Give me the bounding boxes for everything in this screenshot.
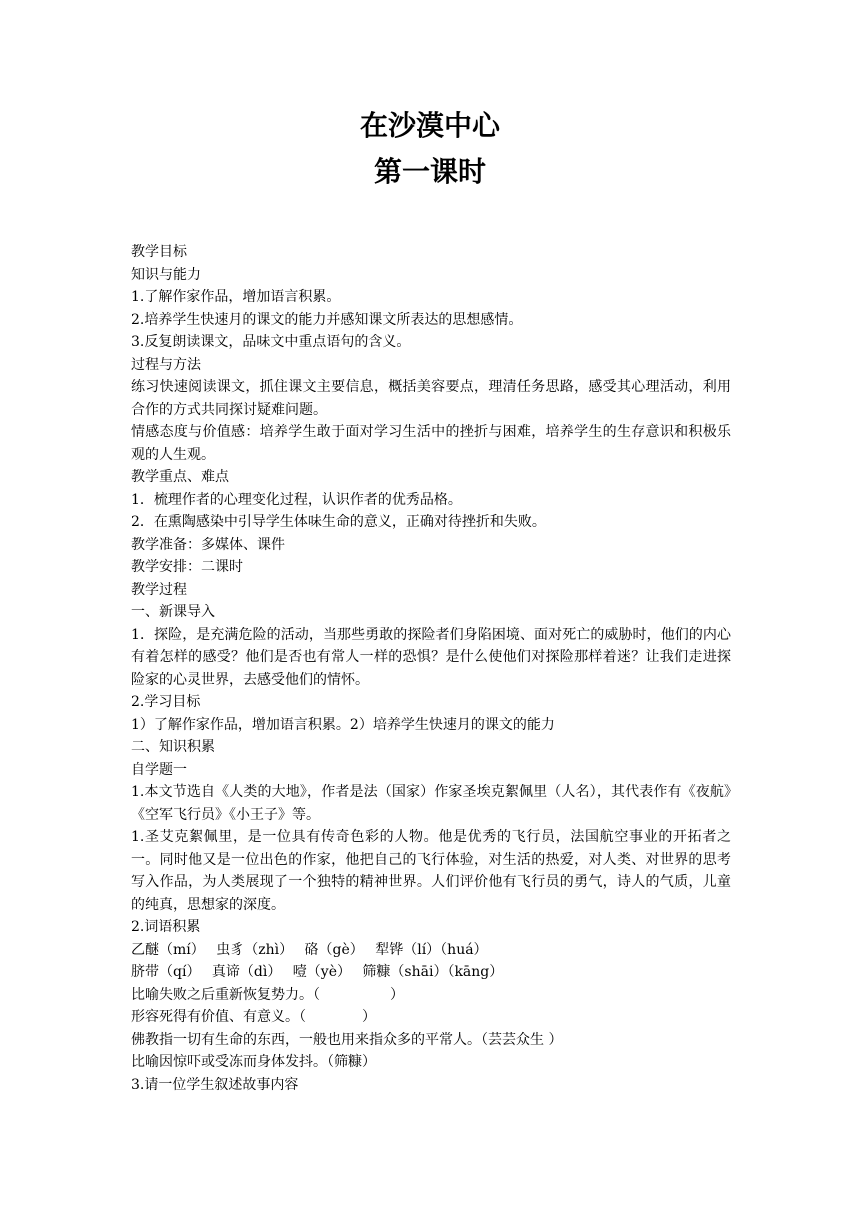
text-line: 形容死得有价值、有意义。（ ） xyxy=(131,1009,376,1025)
text-paragraph: 1.本文节选自《人类的大地》，作者是法（国家）作家圣埃克絮佩里（人名），其代表作有《夜航》《空军飞行员》《小王子》等。 xyxy=(131,784,731,823)
text-line: 比喻失败之后重新恢复势力。（ ） xyxy=(131,986,404,1003)
text-line: 教学目标 xyxy=(131,244,187,260)
text-line: 教学重点、难点 xyxy=(131,469,229,485)
text-line: 比喻因惊吓或受冻而身体发抖。（筛糠） xyxy=(131,1054,376,1070)
text-line: 1）了解作家作品，增加语言积累。2）培养学生快速月的课文的能力 xyxy=(131,716,555,733)
text-line: 1.了解作家作品，增加语言积累。 xyxy=(131,289,341,305)
text-line: 3.请一位学生叙述故事内容 xyxy=(131,1076,299,1093)
text-line: 脐带（qí） 真谛（dì） 噎（yè） 筛糠（shāi）（kāng） xyxy=(131,964,504,980)
text-line: 3.反复朗读课文，品味文中重点语句的含义。 xyxy=(131,334,411,350)
text-line: 1．梳理作者的心理变化过程，认识作者的优秀品格。 xyxy=(131,491,462,508)
text-paragraph: 1．探险，是充满危险的活动，当那些勇敢的探险者们身陷困境、面对死亡的威胁时，他们的内心有着怎样的感受？他们是否也有常人一样的恐惧？是什么使他们对探险那样着迷？让我们走进探险家的心灵世界，去感受他们的情怀。 xyxy=(131,626,731,688)
text-paragraph: 情感态度与价值感：培养学生敢于面对学习生活中的挫折与困难，培养学生的生存意识和积极乐观的人生观。 xyxy=(131,424,731,463)
text-line: 2.培养学生快速月的课文的能力并感知课文所表达的思想感情。 xyxy=(131,311,523,328)
text-line: 2．在熏陶感染中引导学生体味生命的意义，正确对待挫折和失败。 xyxy=(131,514,546,530)
text-line: 教学安排：二课时 xyxy=(131,559,243,575)
text-line: 过程与方法 xyxy=(131,356,201,373)
text-line: 知识与能力 xyxy=(131,266,201,283)
text-line: 佛教指一切有生命的东西，一般也用来指众多的平常人。（芸芸众生 ） xyxy=(131,1031,563,1048)
text-paragraph: 1.圣艾克絮佩里，是一位具有传奇色彩的人物。他是优秀的飞行员，法国航空事业的开拓者之一。同时他又是一位出色的作家，他把自己的飞行体验，对生活的热爱，对人类、对世界的思考写入作品，为人类展现了一个独特的精神世界。人们评价他有飞行员的勇气，诗人的气质，儿童的纯真，思想家的深度。 xyxy=(131,829,731,913)
text-line: 一、新课导入 xyxy=(131,604,215,620)
text-line: 自学题一 xyxy=(131,761,187,778)
text-line: 乙醚（mí） 虫豸（zhì） 硌（gè） 犁铧（lí）（huá） xyxy=(131,941,488,958)
document-subtitle: 第一课时 xyxy=(373,155,486,188)
text-line: 二、知识积累 xyxy=(131,739,215,755)
text-line: 2.词语积累 xyxy=(131,919,201,935)
document-title: 在沙漠中心 xyxy=(359,109,500,142)
text-paragraph: 练习快速阅读课文，抓住课文主要信息，概括美容要点，理清任务思路，感受其心理活动，利用合作的方式共同探讨疑难问题。 xyxy=(131,379,731,418)
text-line: 2.学习目标 xyxy=(131,694,201,710)
text-line: 教学过程 xyxy=(131,581,187,598)
text-line: 教学准备：多媒体、课件 xyxy=(131,536,285,553)
document-body xyxy=(131,241,731,1096)
